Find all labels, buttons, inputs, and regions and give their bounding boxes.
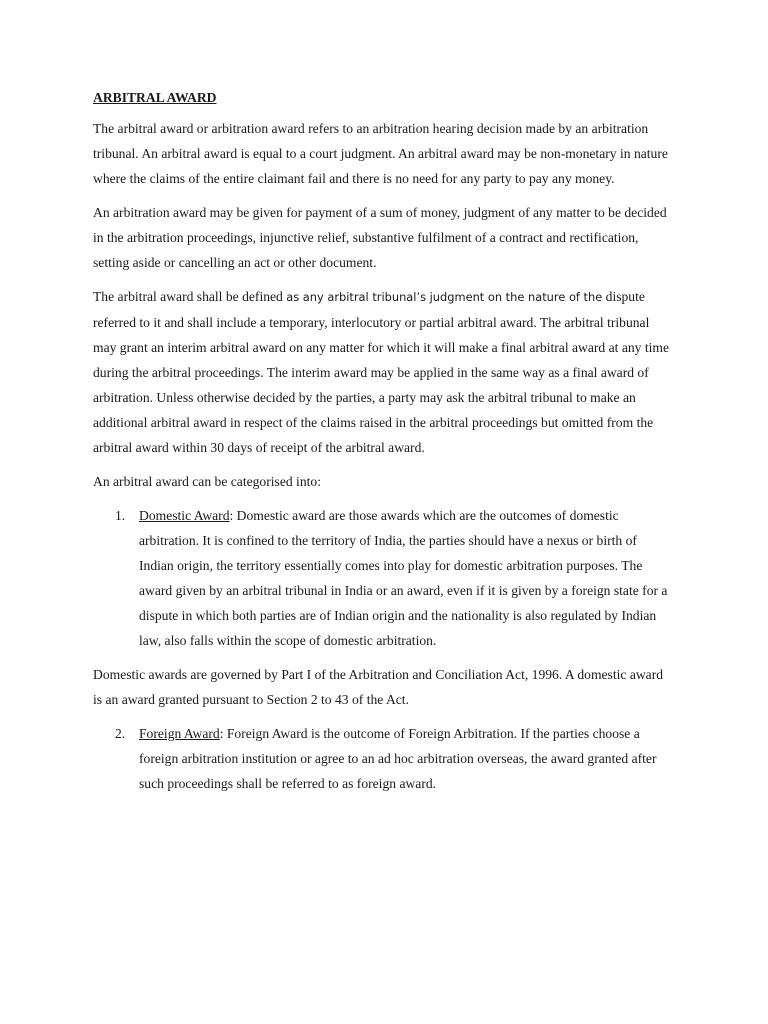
document-title: ARBITRAL AWARD (93, 90, 217, 105)
paragraph-rest: dispute referred to it and shall include a temporary, interlocutory or partial arbitral award. The arbitral tribunal may grant an interim arbitral award on any matter for which it will make a final arbitral award at any time during the arbitral proceedings. The interim award may be applied in the same way as a final award of arbitration. Unless otherwise decided by the parties, a party may ask the arbitral tribunal to make an additional arbitral award in respect of the claims raised in the arbitral proceedings but omitted from the arbitral award within 30 days of receipt of the arbitral award. (93, 289, 670, 455)
paragraph-categories-intro: An arbitral award can be categorised into: (93, 474, 321, 489)
paragraph-domestic-governance: Domestic awards are governed by Part I of the Arbitration and Conciliation Act, 1996. A domestic award is an award granted pursuant to Section 2 to 43 of the Act. (93, 667, 664, 707)
list-number: 2. (115, 726, 126, 741)
category-list-1 (93, 503, 673, 653)
paragraph-interim-award (93, 284, 673, 460)
category-list-2 (93, 721, 673, 796)
paragraph-award-types: An arbitration award may be given for payment of a sum of money, judgment of any matter to be decided in the arbitration proceedings, injunctive relief, substantive fulfilment of a contract and rectification, setting aside or cancelling an act or other document. (93, 205, 667, 270)
list-number: 1. (115, 508, 126, 523)
term-domestic-award: Domestic Award (139, 508, 230, 523)
document-page (93, 86, 673, 805)
list-item-text: : Foreign Award is the outcome of Foreign Arbitration. If the parties choose a foreign arbitration institution or agree to an ad hoc arbitration overseas, the award granted after such proceedings shall be referred to as foreign award. (139, 726, 657, 791)
paragraph-lead: The arbitral award shall be defined (93, 289, 287, 304)
list-item-text: : Domestic award are those awards which are the outcomes of domestic arbitration. It is confined to the territory of India, the parties should have a nexus or birth of Indian origin, the territory essentially comes into play for domestic arbitration purposes. The award given by an arbitral tribunal in India or an award, even if it is given by a foreign state for a dispute in which both parties are of Indian origin and the nationality is also regulated by Indian law, also falls within the scope of domestic arbitration. (139, 508, 668, 648)
list-item-domestic-award (93, 503, 673, 653)
paragraph-highlight: as any arbitral tribunal’s judgment on the nature of the (286, 290, 603, 304)
term-foreign-award: Foreign Award (139, 726, 220, 741)
list-item-foreign-award (93, 721, 673, 796)
paragraph-definition: The arbitral award or arbitration award refers to an arbitration hearing decision made by an arbitration tribunal. An arbitral award is equal to a court judgment. An arbitral award may be non-monetary in nature where the claims of the entire claimant fail and there is no need for any party to pay any money. (93, 121, 668, 186)
